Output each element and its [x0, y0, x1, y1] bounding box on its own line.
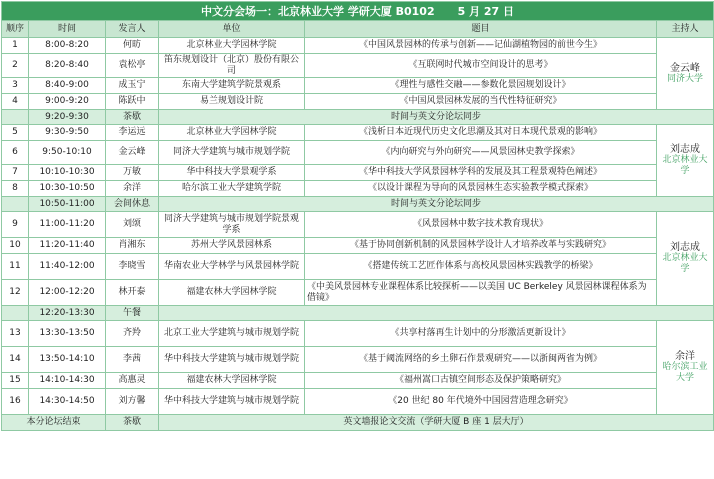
cell-org: 福建农林大学园林学院 — [159, 280, 305, 306]
cell-no: 15 — [2, 373, 29, 389]
footer-row — [2, 415, 714, 431]
cell-no: 2 — [2, 54, 29, 78]
cell-org: 苏州大学风景园林系 — [159, 238, 305, 254]
host-cell — [657, 38, 714, 110]
header-time: 时间 — [29, 21, 106, 38]
cell-time: 9:30-9:50 — [29, 125, 106, 141]
break-time: 9:20-9:30 — [29, 110, 106, 125]
cell-org: 北京工业大学建筑与城市规划学院 — [159, 321, 305, 347]
cell-no: 5 — [2, 125, 29, 141]
cell-no: 3 — [2, 78, 29, 94]
cell-speaker: 肖湘东 — [106, 238, 159, 254]
table-row — [2, 321, 714, 347]
break-note — [159, 306, 714, 321]
cell-speaker: 陈跃中 — [106, 94, 159, 110]
cell-topic: 《基于阈流网络的乡土卵石作景观研究——以浙闽两省为例》 — [305, 347, 657, 373]
cell-speaker: 袁松亭 — [106, 54, 159, 78]
cell-time: 10:30-10:50 — [29, 181, 106, 197]
cell-time: 14:10-14:30 — [29, 373, 106, 389]
cell-topic: 《内向研究与外向研究——风景园林史教学探索》 — [305, 141, 657, 165]
cell-speaker: 何昉 — [106, 38, 159, 54]
cell-topic: 《共享村落再生计划中的分形激活更新设计》 — [305, 321, 657, 347]
host-name: 金云峰 — [670, 62, 700, 74]
cell-topic: 《风景园林中数字技术教育现状》 — [305, 212, 657, 238]
cell-topic: 《浅析日本近现代历史文化思潮及其对日本现代景观的影响》 — [305, 125, 657, 141]
table-row — [2, 38, 714, 54]
table-row — [2, 373, 714, 389]
session-end: 本分论坛结束 — [2, 415, 106, 431]
cell-org: 同济大学建筑与城市规划学院 — [159, 141, 305, 165]
break-row — [2, 197, 714, 212]
cell-speaker: 余洋 — [106, 181, 159, 197]
cell-time: 11:20-11:40 — [29, 238, 106, 254]
cell-no: 10 — [2, 238, 29, 254]
cell-org: 同济大学建筑与城市规划学院景观学系 — [159, 212, 305, 238]
cell-speaker: 刘颂 — [106, 212, 159, 238]
cell-no: 16 — [2, 389, 29, 415]
cell-time: 8:20-8:40 — [29, 54, 106, 78]
break-row — [2, 306, 714, 321]
cell-no: 14 — [2, 347, 29, 373]
cell-no: 1 — [2, 38, 29, 54]
cell-speaker: 齐羚 — [106, 321, 159, 347]
cell-org: 东南大学建筑学院景观系 — [159, 78, 305, 94]
break-note: 时间与英文分论坛同步 — [159, 197, 714, 212]
host-cell — [657, 212, 714, 306]
cell-no: 4 — [2, 94, 29, 110]
cell-org: 北京林业大学园林学院 — [159, 125, 305, 141]
cell-speaker: 金云峰 — [106, 141, 159, 165]
host-cell — [657, 125, 714, 197]
break-note: 时间与英文分论坛同步 — [159, 110, 714, 125]
cell-org: 笛东规划设计（北京）股份有限公司 — [159, 54, 305, 78]
cell-org: 华中科技大学建筑与城市规划学院 — [159, 389, 305, 415]
table-row — [2, 181, 714, 197]
table-row — [2, 347, 714, 373]
cell-speaker: 万敏 — [106, 165, 159, 181]
cell-time: 9:00-9:20 — [29, 94, 106, 110]
cell-time: 14:30-14:50 — [29, 389, 106, 415]
cell-no: 6 — [2, 141, 29, 165]
cell-time: 11:00-11:20 — [29, 212, 106, 238]
table-row — [2, 141, 714, 165]
cell-topic: 《中美风景园林专业课程体系比较探析——以美国 UC Berkeley 风景园林课程体系为借镜》 — [305, 280, 657, 306]
cell-speaker: 成玉宁 — [106, 78, 159, 94]
cell-org: 福建农林大学园林学院 — [159, 373, 305, 389]
cell-speaker: 刘方馨 — [106, 389, 159, 415]
cell-no: 7 — [2, 165, 29, 181]
cell-topic: 《以设计课程为导向的风景园林生态实验教学模式探索》 — [305, 181, 657, 197]
cell-org: 北京林业大学园林学院 — [159, 38, 305, 54]
cell-speaker: 李茜 — [106, 347, 159, 373]
table-row — [2, 212, 714, 238]
break-label: 午餐 — [106, 306, 159, 321]
host-name: 余洋 — [675, 351, 695, 362]
table-row — [2, 54, 714, 78]
table-row — [2, 389, 714, 415]
table-row — [2, 280, 714, 306]
cell-org: 哈尔滨工业大学建筑学院 — [159, 181, 305, 197]
host-org: 哈尔滨工业大学 — [662, 362, 708, 383]
cell-topic: 《20 世纪 80 年代境外中国园营造理念研究》 — [305, 389, 657, 415]
cell-topic: 《中国风景园林的传承与创新——记仙湖植物园的前世今生》 — [305, 38, 657, 54]
header-order: 顺序 — [2, 21, 29, 38]
cell-org: 华中科技大学建筑与城市规划学院 — [159, 347, 305, 373]
header-speaker: 发言人 — [106, 21, 159, 38]
table-title: 中文分会场一：北京林业大学 学研大厦 B0102 5 月 27 日 — [2, 2, 714, 21]
break-label: 茶歇 — [106, 110, 159, 125]
cell-topic: 《基于协同创新机制的风景园林学设计人才培养改革与实践研究》 — [305, 238, 657, 254]
cell-time: 11:40-12:00 — [29, 254, 106, 280]
cell-topic: 《福州嵩口古镇空间形态及保护策略研究》 — [305, 373, 657, 389]
schedule-table — [1, 1, 714, 431]
break-time: 10:50-11:00 — [29, 197, 106, 212]
host-org: 北京林业大学 — [662, 253, 708, 274]
host-org: 同济大学 — [666, 73, 703, 84]
cell-no: 12 — [2, 280, 29, 306]
cell-time: 13:30-13:50 — [29, 321, 106, 347]
cell-speaker: 李晓雪 — [106, 254, 159, 280]
footer-note: 英文墙报论文交流（学研大厦 B 座 1 层大厅） — [159, 415, 714, 431]
cell-speaker: 高惠灵 — [106, 373, 159, 389]
footer-label: 茶歇 — [106, 415, 159, 431]
cell-speaker: 林开泰 — [106, 280, 159, 306]
cell-time: 8:00-8:20 — [29, 38, 106, 54]
cell-no: 11 — [2, 254, 29, 280]
host-org: 北京林业大学 — [662, 155, 708, 176]
table-row — [2, 165, 714, 181]
cell-org: 华南农业大学林学与风景园林学院 — [159, 254, 305, 280]
break-time: 12:20-13:30 — [29, 306, 106, 321]
cell-topic: 《理性与感性交融——参数化景园规划设计》 — [305, 78, 657, 94]
cell-topic: 《华中科技大学风景园林学科的发展及其工程景观特色阐述》 — [305, 165, 657, 181]
cell-topic: 《中国风景园林发展的当代性特征研究》 — [305, 94, 657, 110]
break-label: 会间休息 — [106, 197, 159, 212]
table-row — [2, 238, 714, 254]
cell-org: 易兰规划设计院 — [159, 94, 305, 110]
cell-no: 9 — [2, 212, 29, 238]
cell-no: 8 — [2, 181, 29, 197]
cell-time: 12:00-12:20 — [29, 280, 106, 306]
table-row — [2, 94, 714, 110]
break-row — [2, 110, 714, 125]
table-row — [2, 254, 714, 280]
cell-topic: 《互联网时代城市空间设计的思考》 — [305, 54, 657, 78]
cell-time: 10:10-10:30 — [29, 165, 106, 181]
cell-time: 13:50-14:10 — [29, 347, 106, 373]
cell-time: 9:50-10:10 — [29, 141, 106, 165]
cell-no: 13 — [2, 321, 29, 347]
host-name: 刘志成 — [670, 242, 700, 253]
host-cell — [657, 321, 714, 415]
header-host: 主持人 — [657, 21, 714, 38]
host-name: 刘志成 — [670, 144, 700, 155]
table-row — [2, 78, 714, 94]
table-row — [2, 125, 714, 141]
cell-time: 8:40-9:00 — [29, 78, 106, 94]
cell-org: 华中科技大学景观学系 — [159, 165, 305, 181]
header-org: 单位 — [159, 21, 305, 38]
cell-topic: 《搭建传统工艺匠作体系与高校风景园林实践教学的桥梁》 — [305, 254, 657, 280]
cell-speaker: 李运远 — [106, 125, 159, 141]
header-topic: 题目 — [305, 21, 657, 38]
